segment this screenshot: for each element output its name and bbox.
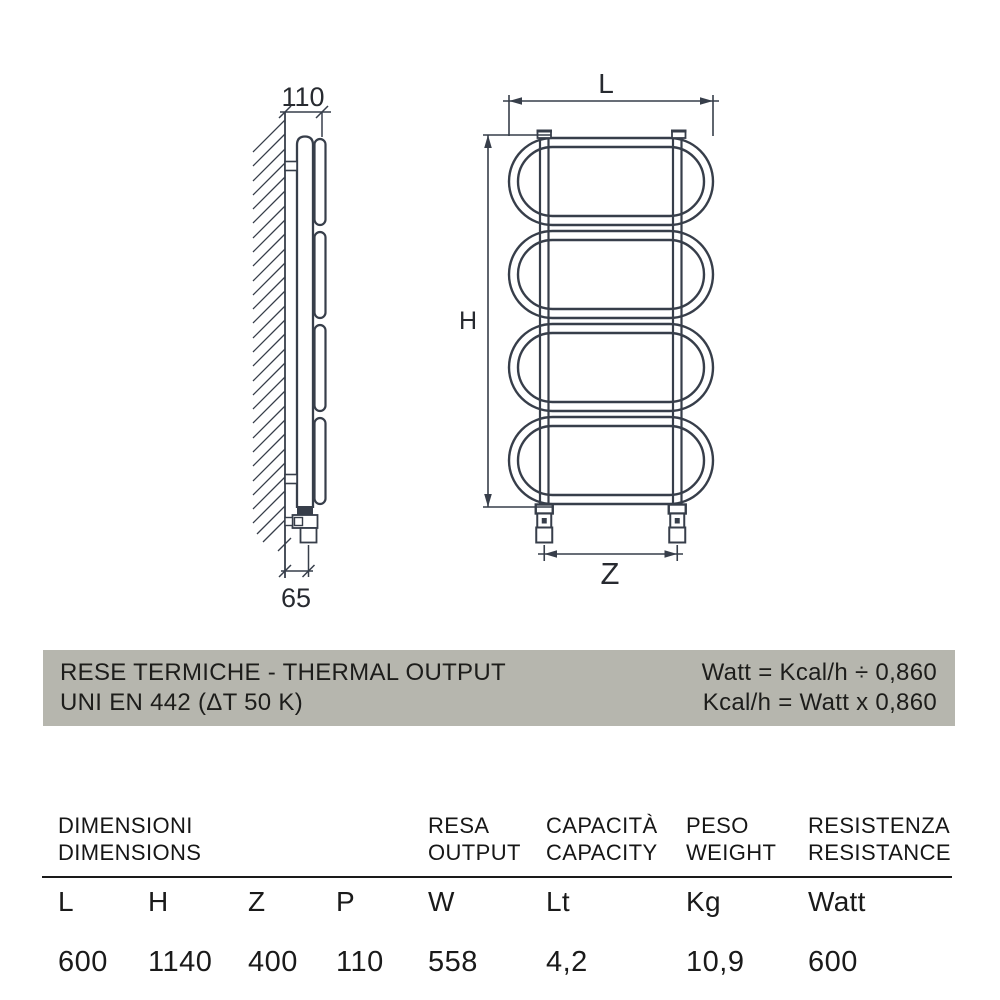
wall-bracket-bottom bbox=[285, 475, 297, 484]
valve-distance-dimension-label: Z bbox=[600, 556, 620, 591]
side-view-drawing bbox=[253, 106, 331, 578]
column-header-Lt: Lt bbox=[546, 886, 570, 917]
column-header-W: W bbox=[428, 886, 455, 917]
front-valve-right bbox=[669, 505, 686, 543]
width-dimension bbox=[503, 95, 719, 136]
table-group-output bbox=[428, 812, 521, 866]
banner-title-line2: UNI EN 442 (ΔT 50 K) bbox=[60, 689, 303, 716]
column-header-Z: Z bbox=[248, 886, 266, 917]
column-header-H: H bbox=[148, 886, 169, 917]
value-weight: 10,9 bbox=[686, 946, 745, 978]
value-P: 110 bbox=[336, 946, 384, 978]
value-H: 1140 bbox=[148, 946, 213, 978]
wall-hatch-lines bbox=[253, 120, 285, 542]
value-L: 600 bbox=[58, 946, 108, 978]
front-view-drawing bbox=[483, 95, 719, 561]
table-group-dimensions bbox=[58, 812, 201, 866]
group-label-it: RESA bbox=[428, 813, 490, 838]
banner-title-line1: RESE TERMICHE - THERMAL OUTPUT bbox=[60, 659, 506, 686]
column-header-Watt: Watt bbox=[808, 886, 866, 917]
banner-formula-line2: Kcal/h = Watt x 0,860 bbox=[702, 689, 937, 716]
group-label-it: PESO bbox=[686, 813, 749, 838]
wall-bracket-top bbox=[285, 162, 297, 171]
group-label-it: CAPACITÀ bbox=[546, 813, 658, 838]
table-group-capacity bbox=[546, 812, 658, 866]
table-group-resistance bbox=[808, 812, 951, 866]
wall-offset-dimension-label: 65 bbox=[280, 583, 312, 613]
height-dimension-label: H bbox=[458, 307, 478, 335]
group-label-it: RESISTENZA bbox=[808, 813, 951, 838]
side-valve-assembly bbox=[285, 506, 318, 543]
width-dimension-label: L bbox=[598, 68, 614, 99]
side-collector-tube bbox=[297, 137, 313, 509]
front-valve-left bbox=[536, 505, 553, 543]
riser-pipes bbox=[540, 137, 682, 505]
value-resistance: 600 bbox=[808, 946, 858, 978]
depth-dimension-label: 110 bbox=[281, 82, 325, 112]
banner-formulas bbox=[702, 658, 937, 718]
banner-formula-line1: Watt = Kcal/h ÷ 0,860 bbox=[701, 659, 937, 686]
column-header-Kg: Kg bbox=[686, 886, 721, 917]
side-loop-profiles bbox=[315, 139, 326, 504]
column-header-P: P bbox=[336, 886, 355, 917]
side-valve-nut bbox=[301, 528, 317, 543]
banner-title bbox=[60, 658, 506, 718]
group-label-it: DIMENSIONI bbox=[58, 813, 193, 838]
table-header-rule bbox=[42, 876, 952, 878]
value-Z: 400 bbox=[248, 946, 298, 978]
group-label-en: WEIGHT bbox=[686, 840, 777, 865]
thermal-output-banner bbox=[43, 650, 955, 726]
group-label-en: DIMENSIONS bbox=[58, 840, 202, 865]
group-label-en: OUTPUT bbox=[428, 840, 521, 865]
group-label-en: RESISTANCE bbox=[808, 840, 951, 865]
value-output: 558 bbox=[428, 946, 478, 978]
side-valve-block bbox=[297, 506, 313, 515]
column-header-L: L bbox=[58, 886, 74, 917]
value-capacity: 4,2 bbox=[546, 946, 588, 978]
group-label-en: CAPACITY bbox=[546, 840, 658, 865]
table-group-weight bbox=[686, 812, 776, 866]
